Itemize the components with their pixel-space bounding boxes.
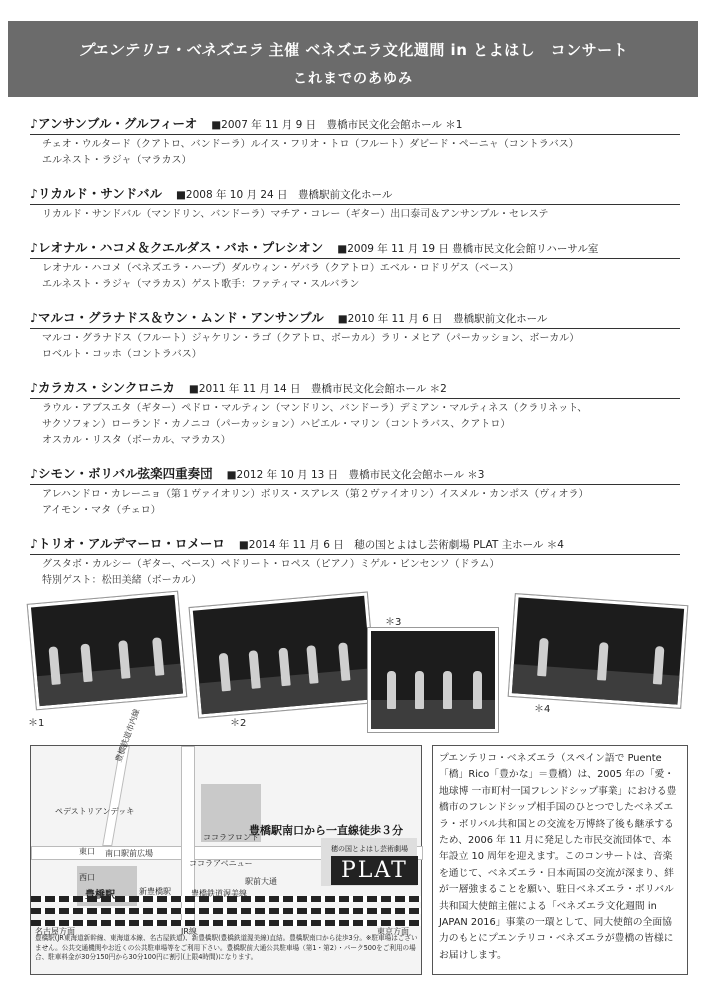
member-line: ロベルト・コッホ（コントラバス） [42,349,202,360]
performer-figure [443,671,452,709]
performer-figure [152,637,164,676]
performer-figure [219,653,231,692]
concert-head [30,308,680,329]
member-line: オスカル・リスタ（ボーカル、マラカス） [42,435,231,446]
map-label: 西口 [79,873,95,882]
access-map [30,707,422,975]
event-name: ベネズエラ文化週間 in とよはし コンサート [305,41,629,59]
concert-title: ♪レオナル・ハコメ＆クエルダス・バホ・プレシオン [30,240,324,255]
performer-figure [415,671,424,709]
map-label: 東京方面 [377,927,409,936]
concert-photo-3 [368,628,498,732]
concert-entry [30,114,680,169]
performer-figure [387,671,396,709]
concert-members [30,135,680,169]
concert-members [30,259,680,293]
concert-info: ■2009 年 11 月 19 日 豊橋市民文化会館リハーサル室 [337,243,599,255]
railway [31,908,421,914]
concert-photo-4 [509,594,688,708]
concert-entry [30,534,680,589]
concert-head [30,534,680,555]
concert-head [30,238,680,259]
performer-figure [118,640,130,679]
performer-figure [278,648,290,687]
map-label: JR線 [181,927,197,936]
member-line: サクソフォン）ローランド・カノニコ（パーカッション）ハビエル・マリン（コントラバス、クアトロ） [42,419,511,430]
map-label: 駅前大通 [245,877,277,886]
member-line: チェオ・ウルタード（クアトロ、バンドーラ）ルイス・フリオ・トロ（フルート）ダビード・ペーニャ（コントラバス） [42,139,579,150]
performer-figure [249,650,261,689]
member-line: グスタボ・カルシー（ギター、ベース）ペドリート・ロペス（ピアノ）ミゲル・ビンセンソ（ドラム） [42,559,500,570]
venue-logo: PLAT [331,856,418,885]
concert-title: ♪リカルド・サンドバル [30,186,162,201]
concert-info: ■2008 年 10 月 24 日 豊橋駅前文化ホール [175,189,393,201]
concert-title: ♪トリオ・アルデマーロ・ロメーロ [30,536,225,551]
performer-figure [338,643,350,682]
member-line: レオナル・ハコメ（ベネズエラ・ハープ）ダルウィン・ゲバラ（クアトロ）エベル・ロドリゲス（ベース） [42,263,519,274]
member-line: アレハンドロ・カレーニョ（第１ヴァイオリン）ボリス・スアレス（第２ヴァイオリン）イスメル・カンポス（ヴィオラ） [42,489,589,500]
concert-members [30,205,680,223]
photo-label: ＊4 [534,704,551,715]
concert-head [30,378,680,399]
photo-label: ＊3 [385,617,402,628]
concert-members [30,399,680,449]
organizer-name: プエンテリコ・ベネズエラ [77,41,263,59]
concert-info: ■2007 年 11 月 9 日 豊橋市民文化会館ホール ＊1 [211,119,463,131]
concert-info: ■2010 年 11 月 6 日 豊橋駅前文化ホール [337,313,548,325]
map-label: ココラアベニュー [189,859,253,868]
venue-subtitle: 穂の国とよはし芸術劇場 [331,845,408,853]
concert-title: ♪アンサンブル・グルフィーオ [30,116,198,131]
map-label: 豊橋駅 [85,890,115,901]
concert-head [30,464,680,485]
concert-members [30,485,680,519]
access-notes: 豊橋駅(JR東海道新幹線、東海道本線、名古屋鉄道)、新豊橋駅(豊橋鉄道渥美線)直結。豊橋駅南口から徒歩3分。※駐車場はございません。公共交通機関やお近くの公共駐車場等をご利用下さい。豊橋駅前大通公共駐車場（第1・第2）・パーク500をご利用の場合、駐車料金が30分150円から30分100円に割引(上限4時間)になります。 [35,934,418,961]
concert-entry [30,308,680,363]
concert-members [30,555,680,589]
member-line: 特別ゲスト：松田美緒（ボーカル） [42,575,202,586]
map-label: 豊橋鉄道渥美線 [191,889,247,898]
concert-entry [30,184,680,223]
photo-label: ＊1 [28,718,45,729]
concert-head [30,184,680,205]
member-line: リカルド・サンドバル（マンドリン、バンドーラ）マチア・コレー（ギター）出口泰司＆アンサンブル・セレステ [42,209,549,220]
concert-head [30,114,680,135]
concert-info: ■2012 年 10 月 13 日 豊橋市民文化会館ホール ＊3 [226,469,485,481]
map-label: 新豊橋駅 [139,887,171,896]
organization-description: プエンテリコ・ベネズエラ（スペイン語で Puente「橋」Rico「豊かな」＝豊橋）は、2005 年の「愛・地球博 一市町村一国フレンドシップ事業」における豊橋市のフレンドシップ相手国のひとつでしたベネズエラ・ボリバル共和国との交流を万博終了後も継承するため、2006 年 11 月に発足した市民交流団体で、本年設立 10 周年を迎えます。このコンサートは、音楽を通じて、ベネズエラ・日本両国の交流が深まり、絆が一層強まることを願い、駐日ベネズエラ・ボリバル共和国大使館主催による「ベネズエラ文化週間 in JAPAN 2016」事業の一環として、同大使館の全面協力のもとにプエンテリコ・ベネズエラが豊橋の皆様にお届けします。 [432,745,688,975]
page-header [8,21,698,97]
railway [31,920,421,926]
map-label: 豊橋鉄道市内線 [113,707,142,764]
concert-info: ■2011 年 11 月 14 日 豊橋市民文化会館ホール ＊2 [188,383,447,395]
concert-photo-1 [28,592,187,710]
map-label: ココラフロント [203,833,259,842]
member-line: エルネスト・ラジャ（マラカス） [42,155,192,166]
performer-figure [80,644,92,683]
map-label: 東口 [79,847,95,856]
concert-photo-2 [190,592,377,717]
performer-figure [306,645,318,684]
concert-info: ■2014 年 11 月 6 日 穂の国とよはし芸術劇場 PLAT 主ホール ＊4 [238,539,564,551]
member-line: マルコ・グラナドス（フルート）ジャケリン・ラゴ（クアトロ、ボーカル）ラリ・メヒア（パーカッション、ボーカル） [42,333,580,344]
concert-members [30,329,680,363]
map-label: ペデストリアンデッキ [55,807,135,816]
concert-entry [30,378,680,449]
header-subtitle: これまでのあゆみ [293,71,413,87]
concert-title: ♪カラカス・シンクロニカ [30,380,175,395]
sponsor-label: 主催 [268,41,300,59]
concert-history [30,114,680,604]
map-label: 南口駅前広場 [105,849,153,858]
concert-entry [30,464,680,519]
header-title [8,39,698,60]
walk-directions: 豊橋駅南口から一直線徒歩３分 [249,824,403,837]
member-line: ラウル・アブスエタ（ギター）ペドロ・マルティン（マンドリン、バンドーラ）デミアン・マルティネス（クラリネット、 [42,403,588,414]
photo-label: ＊2 [230,718,247,729]
performer-figure [473,671,482,709]
concert-title: ♪シモン・ボリバル弦楽四重奏団 [30,466,213,481]
concert-title: ♪マルコ・グラナドス＆ウン・ムンド・アンサンブル [30,310,324,325]
map-label: 名古屋方面 [35,927,75,936]
member-line: アイモン・マタ（チェロ） [42,505,161,516]
concert-entry [30,238,680,293]
performer-figure [48,647,60,686]
member-line: エルネスト・ラジャ（マラカス）ゲスト歌手：ファティマ・スルバラン [42,279,360,290]
